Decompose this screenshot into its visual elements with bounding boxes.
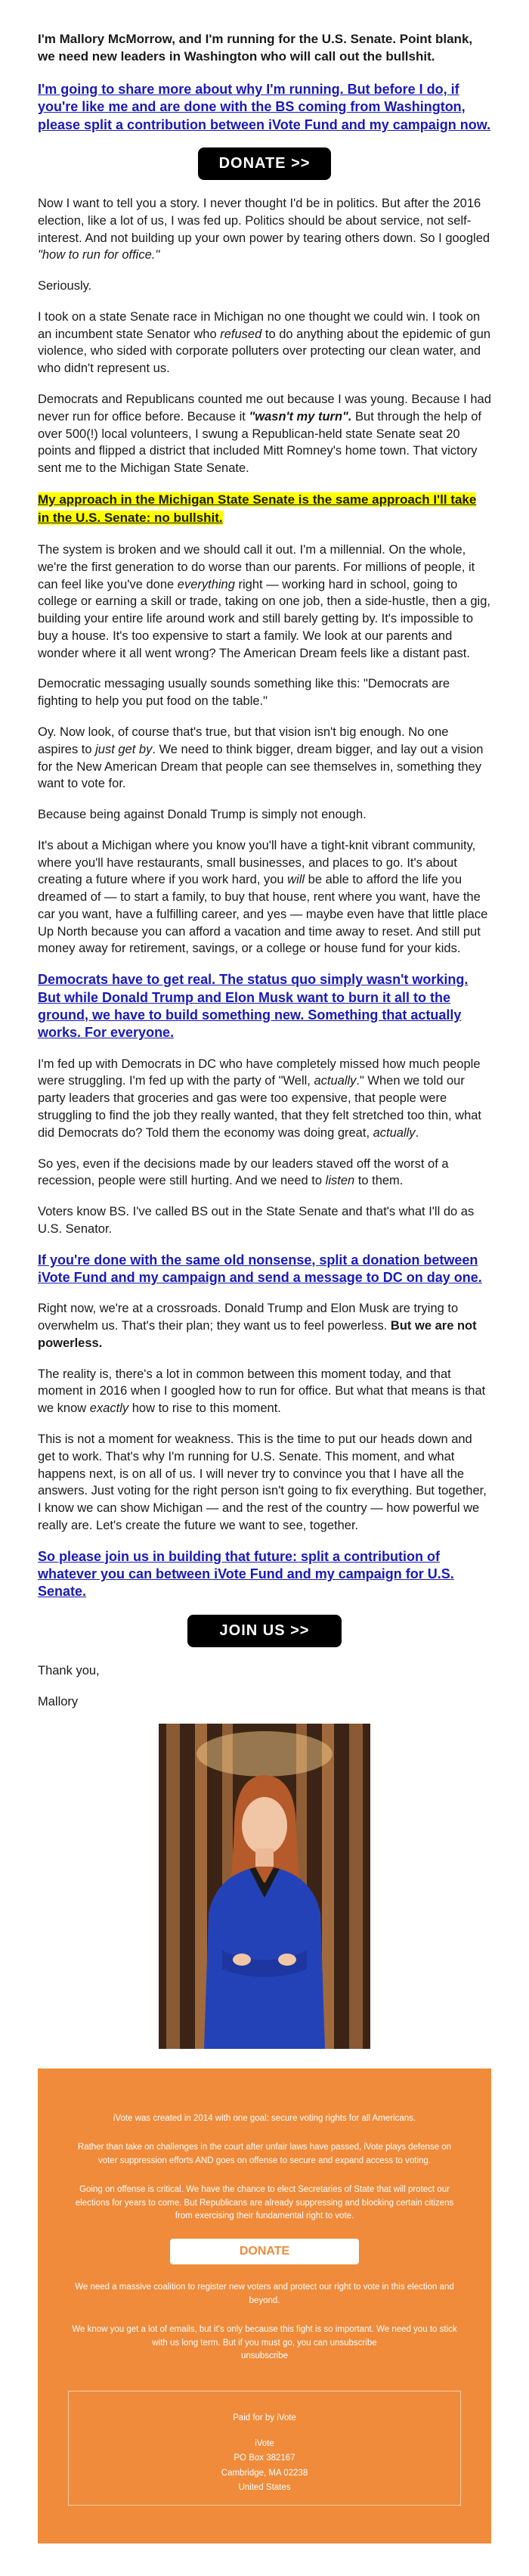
emphasis: listen	[325, 1174, 355, 1188]
footer-defense: Rather than take on challenges in the court after unfair laws have passed, iVote plays defense on voter suppression efforts AND goes on offense to secure and expand access to voting.	[77, 2143, 452, 2165]
signature: Mallory	[38, 1694, 79, 1709]
footer-emails-text: We know you get a lot of emails, but it's only because this fight is so important. We need you to stick with us long term. But if you must go, you can unsubscribe	[72, 2324, 457, 2348]
not-enough-paragraph: Because being against Donald Trump is simply not enough.	[38, 808, 367, 822]
emphasis: "wasn't my turn".	[249, 409, 352, 424]
text: Right now, we're at a crossroads. Donald Trump and Elon Musk are trying to overwhelm us. That's their plan; they want us to feel powerless.	[38, 1302, 459, 1333]
footer-donate-button[interactable]: DONATE	[170, 2239, 359, 2264]
text: right — working hard in school, going to college or earning a skill or trade, taking on one job, then a side-hustle, then a gig, building your entire life around work and still barely getting by. It's impossible to buy a house. It's too expensive to start a family. We look at our parents and wonder where it all went wrong? The American Dream feels like a distant past.	[38, 577, 490, 660]
messaging-paragraph: Democratic messaging usually sounds something like this: "Democrats are fighting to help you put food on the table."	[38, 677, 450, 709]
highlighted-approach: My approach in the Michigan State Senate is the same approach I'll take in the U.S. Senate: no bullshit.	[38, 492, 477, 526]
text: to do anything about the epidemic of gun violence, who sided with corporate polluters over protecting our clean water, and who didn't represent us.	[38, 327, 491, 376]
candidate-photo	[159, 1724, 370, 2049]
not-weakness-paragraph: This is not a moment for weakness. This is the time to put our heads down and get to work. That's why I'm running for U.S. Senate. This moment, and what happens next, is on all of us. I will never try to convince you that I have all the answers. Just voting for the right person isn't going to fix everything. But together, I know we can show Michigan — and the rest of the country — how powerful we really are. Let's create the future we want to see, together.	[38, 1432, 487, 1532]
address-country: United States	[238, 2483, 291, 2493]
contribution-link-1[interactable]: I'm going to share more about why I'm running. But before I do, if you're like me and are done with the BS coming from Washington, please split a contribution between iVote Fund and my campaign now.	[38, 81, 491, 132]
text: The reality is, there's a lot in common between this moment today, and that moment in 2016 when I googled how to run for office. But what that means is that we know	[38, 1367, 486, 1416]
text: The system is broken and we should call it out. I'm a millennial. On the whole, we're the first generation to do worse than our parents. For millions of people, it can feel like you've done	[38, 543, 475, 591]
text: how to rise to this moment.	[128, 1401, 281, 1416]
contribution-link-2[interactable]: Democrats have to get real. The status quo simply wasn't working. But while Donald Trump and Elon Musk want to burn it all to the ground, we have to build something new. Something that actually works. For everyone.	[38, 972, 469, 1041]
footer-mission: iVote was created in 2014 with one goal: secure voting rights for all Americans.	[113, 2114, 416, 2124]
emphasis: But we are not powerless.	[38, 1319, 477, 1350]
emphasis: actually	[373, 1125, 416, 1140]
story-text: Now I want to tell you a story. I never thought I'd be in politics. But after the 2016 election, like a lot of us, I was fed up. Politics should be about service, not self-interest. And not building up your own power by tearing others down. So I googled	[38, 197, 490, 245]
emphasis: will	[287, 873, 305, 887]
candidate-photo-illustration	[159, 1724, 370, 2049]
text: Democrats and Republicans counted me out because I was young. Because I had never run for office before. Because it	[38, 392, 491, 424]
oy-paragraph	[38, 724, 491, 793]
crossroads-paragraph	[38, 1300, 491, 1352]
text: It's about a Michigan where you know you'll have a tight-knit vibrant community, where you'll have restaurants, small businesses, and places to go. It's about creating a future where if you work hard, you	[38, 838, 476, 887]
intro-paragraph: I'm Mallory McMorrow, and I'm running for the U.S. Senate. Point blank, we need new leaders in Washington who will call out the bullshit.	[38, 32, 473, 64]
highlight-paragraph	[38, 491, 491, 528]
recession-paragraph	[38, 1156, 491, 1190]
text: be able to afford the life you dreamed of — to start a family, to buy that house, rent where you want, have the car you want, have a fulfilling career, and yes — maybe even have that little place Up North because you can afford a vacation and time away to reset. And still put money away for retirement, savings, or a college or house fund for your kids.	[38, 873, 488, 956]
system-broken-paragraph	[38, 542, 491, 662]
text: Oy. Now look, of course that's true, but that vision isn't big enough. No one aspires to	[38, 725, 449, 756]
seriously-paragraph: Seriously.	[38, 279, 92, 293]
text: . We need to think bigger, dream bigger, and lay out a vision for the New American Dream that people can see themselves in, something they want to vote for.	[38, 742, 484, 791]
org-name: iVote	[255, 2438, 274, 2448]
text: to them.	[354, 1174, 404, 1188]
text: I'm fed up with Democrats in DC who have completely missed how much people were struggling. I'm fed up with the party of "Well,	[38, 1057, 481, 1088]
emphasis: just get by	[95, 742, 153, 756]
story-paragraph	[38, 195, 491, 264]
story-quote: "how to run for office."	[38, 248, 160, 262]
reality-paragraph	[38, 1366, 491, 1417]
contribution-link-3[interactable]: If you're done with the same old nonsense, split a donation between iVote Fund and my campaign and send a message to DC on day one.	[38, 1252, 482, 1285]
text: I took on a state Senate race in Michigan no one thought we could win. I took on an incumbent state Senator who	[38, 309, 481, 341]
emphasis: refused	[220, 327, 262, 341]
unsubscribe-link[interactable]: unsubscribe	[240, 2351, 288, 2361]
paid-for-by: Paid for by iVote	[233, 2413, 296, 2423]
contribution-link-4[interactable]: So please join us in building that future: split a contribution of whatever you can between iVote Fund and my campaign for U.S. Senate.	[38, 1548, 454, 1600]
fed-up-paragraph	[38, 1056, 491, 1142]
text: .	[415, 1125, 419, 1140]
footer-coalition: We need a massive coalition to register new voters and protect our right to vote in this election and beyond.	[75, 2283, 454, 2305]
emphasis: exactly	[89, 1401, 129, 1416]
footer-donate-row	[68, 2239, 461, 2281]
footer-address-box	[68, 2391, 461, 2506]
donate-button[interactable]: DONATE >>	[198, 147, 332, 180]
footer-emails	[68, 2323, 461, 2363]
voters-know-paragraph: Voters know BS. I've called BS out in the State Senate and that's what I'll do as U.S. Senator.	[38, 1205, 475, 1236]
text: ." When we told our party leaders that groceries and gas were too expensive, that people were struggling to find the job they really wanted, that they felt stretched too thin, what did Democrats do? Told them the economy was doing great,	[38, 1074, 482, 1140]
emphasis: everything	[177, 577, 235, 591]
address-line-1: PO Box 382167	[234, 2453, 295, 2463]
join-us-button[interactable]: JOIN US >>	[187, 1615, 342, 1647]
address-line-2: Cambridge, MA 02238	[221, 2468, 308, 2478]
donate-button-row	[38, 147, 491, 180]
signoff: Thank you,	[38, 1663, 100, 1678]
state-senate-paragraph	[38, 309, 491, 377]
emphasis: actually	[314, 1074, 357, 1088]
text: But through the help of over 500(!) local volunteers, I swung a Republican-held state Senate seat 20 points and flipped a district that included Mitt Romney's home town. That victory sent me to the Michigan State Senate.	[38, 409, 481, 476]
footer-offense: Going on offense is critical. We have the chance to elect Secretaries of State that will protect our elections for years to come. But Republicans are already suppressing and blocking certain citizens from exercising their fundamental right to vote.	[75, 2184, 454, 2221]
counted-out-paragraph	[38, 391, 491, 477]
michigan-vision-paragraph	[38, 837, 491, 957]
text: So yes, even if the decisions made by our leaders staved off the worst of a recession, people were still hurting. And we need to	[38, 1156, 449, 1188]
footer	[38, 2069, 491, 2543]
join-button-row	[38, 1615, 491, 1647]
